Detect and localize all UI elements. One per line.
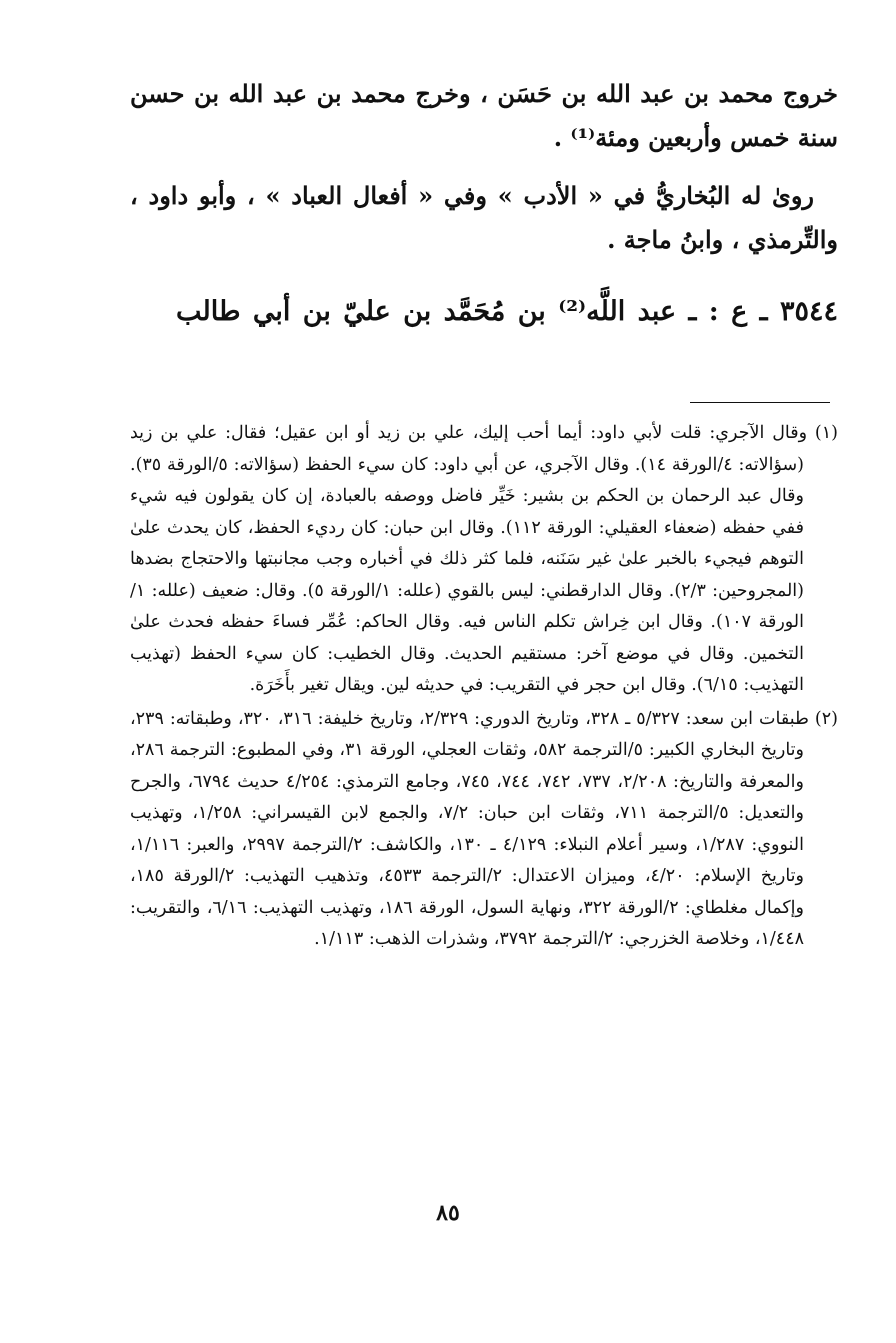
footnotes: [130, 418, 838, 958]
footnote-divider: [690, 402, 830, 403]
footnote-2: (٢) طبقات ابن سعد: ٥/٣٢٧ ـ ٣٢٨، وتاريخ الدوري: ٢/٣٢٩، وتاريخ خليفة: ٣١٦، ٣٢٠، وطبقاته: ٢٣٩، وتاريخ البخاري الكبير: ٥/الترجمة ٥٨٢، وثقات العجلي، الورقة ٣١، وفي المطبوع: الترجمة ٢٨٦، والمعرفة والتاريخ: ٢/٢٠٨، ٧٣٧، ٧٤٢، ٧٤٤، ٧٤٥، وجامع الترمذي: ٤/٢٥٤ حديث ٦٧٩٤، والجرح والتعديل: ٥/الترجمة ٧١١، وثقات ابن حبان: ٧/٢، والجمع لابن القيسراني: ١/٢٥٨، وتهذيب النووي: ١/٢٨٧، وسير أعلام النبلاء: ٤/١٢٩ ـ ١٣٠، والكاشف: ٢/الترجمة ٢٩٩٧، والعبر: ١/١١٦، وتاريخ الإسلام: ٤/٢٠، وميزان الاعتدال: ٢/الترجمة ٤٥٣٣، وتذهيب التهذيب: ٢/الورقة ١٨٥، وإكمال مغلطاي: ٢/الورقة ٣٢٢، ونهاية السول، الورقة ١٨٦، وتهذيب التهذيب: ٦/١٦، والتقريب: ١/٤٤٨، وخلاصة الخزرجي: ٢/الترجمة ٣٧٩٢، وشذرات الذهب: ١/١١٣.: [130, 708, 838, 949]
footnote-1: (١) وقال الآجري: قلت لأبي داود: أيما أحب إليك، علي بن زيد أو ابن عقيل؛ فقال: علي بن زيد (سؤالاته: ٤/الورقة ١٤). وقال الآجري، عن أبي داود: كان سيء الحفظ (سؤالاته: ٥/الورقة ٣٥). وقال عبد الرحمان بن الحكم بن بشير: خَيِّر فاضل ووصفه بالعبادة، إن كان يقولون فيه شيء ففي حفظه (ضعفاء العقيلي: الورقة ١١٢). وقال ابن حبان: كان رديء الحفظ، كان يحدث علىٰ التوهم فيجيء بالخبر علىٰ غير سَنَنه، فلما كثر ذلك في أخباره وجب مجانبتها والاحتجاج بضدها (المجروحين: ٢/٣). وقال الدارقطني: ليس بالقوي (علله: ١/الورقة ٥). وقال: ضعيف (علله: ١/الورقة ١٠٧). وقال ابن خِراش تكلم الناس فيه. وقال الحاكم: عُمِّر فساءَ حفظه فحدث علىٰ التخمين. وقال في موضع آخر: مستقيم الحديث. وقال الخطيب: كان سيء الحفظ (تهذيب التهذيب: ٦/١٥). وقال ابن حجر في التقريب: في حديثه لين. ويقال تغير بأَخَرَة.: [130, 423, 838, 695]
entry-heading: ٣٥٤٤ ـ ع : ـ عبد اللَّه⁽²⁾ بن مُحَمَّد بن عليّ بن أبي طالب: [175, 296, 838, 327]
body-paragraph-2: روىٰ له البُخاريُّ في « الأدب » وفي « أفعال العباد » ، وأبو داود ، والتِّرمذي ، وابنُ ماجة .: [130, 181, 838, 254]
body-paragraph-1: خروج محمد بن عبد الله بن حَسَن ، وخرج محمد بن عبد الله بن حسن سنة خمس وأربعين ومئة⁽¹⁾ .: [130, 79, 838, 152]
page-number: ٨٥: [436, 1200, 460, 1226]
main-text: [130, 72, 838, 338]
